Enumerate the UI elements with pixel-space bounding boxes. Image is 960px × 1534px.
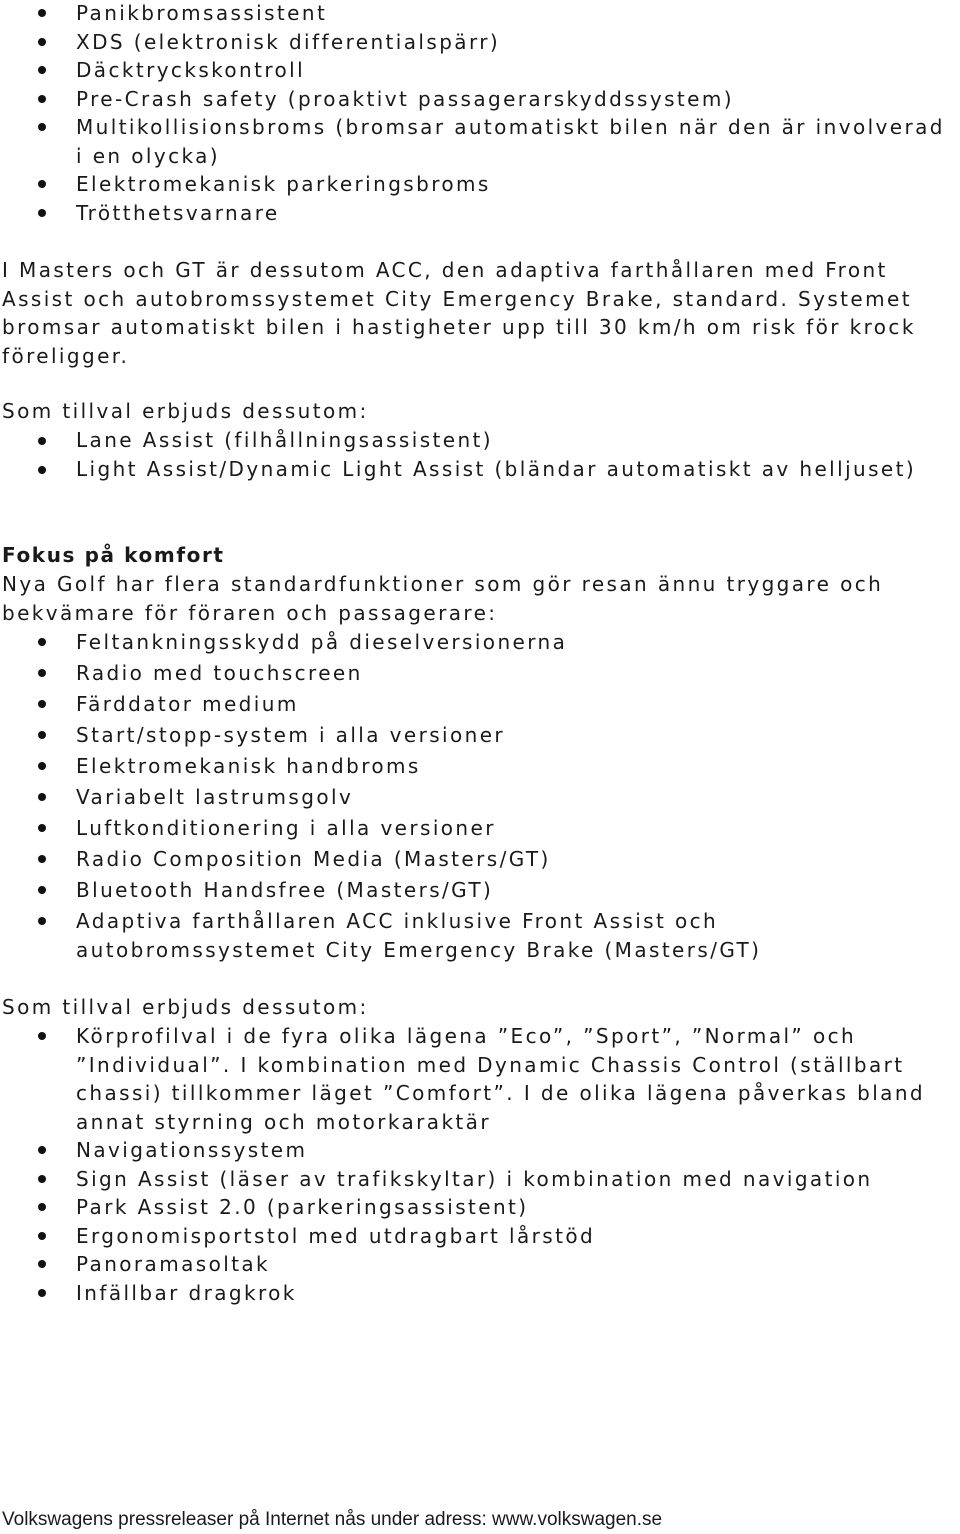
bullet-icon bbox=[38, 669, 46, 677]
list-item-text: Pre-Crash safety (proaktivt passagerarskyddssystem) bbox=[76, 86, 734, 111]
bullet-icon bbox=[38, 95, 46, 103]
list-item-text: Körprofilval i de fyra olika lägena ”Eco”, ”Sport”, ”Normal” och ”Individual”. I kombination med Dynamic Chassis Control (ställbart chassi) tillkommer läget ”Comfort”. I de olika lägena påverkas bland annat styrning och motorkaraktär bbox=[76, 1024, 925, 1134]
list-item bbox=[0, 199, 960, 228]
list-item bbox=[0, 1250, 960, 1279]
bullet-icon bbox=[38, 437, 46, 445]
bullet-icon bbox=[38, 1175, 46, 1183]
list-item-text: Elektromekanisk parkeringsbroms bbox=[76, 172, 491, 196]
list-item-text: Färddator medium bbox=[76, 692, 299, 716]
list-item-text: Sign Assist (läser av trafikskyltar) i kombination med navigation bbox=[76, 1166, 873, 1191]
list-item bbox=[0, 814, 960, 843]
bullet-icon bbox=[38, 180, 46, 188]
list-item bbox=[0, 1165, 960, 1194]
list-item bbox=[0, 455, 960, 484]
bullet-icon bbox=[38, 66, 46, 74]
bullet-icon bbox=[38, 762, 46, 770]
list-item-text: Panikbromsassistent bbox=[76, 1, 328, 25]
list-item bbox=[0, 721, 960, 750]
bullet-icon bbox=[38, 1232, 46, 1240]
list-item-text: Adaptiva farthållaren ACC inklusive Front Assist och autobromssystemet City Emergency Brake (Masters/GT) bbox=[76, 909, 762, 962]
list-item-text: XDS (elektronisk differentialspärr) bbox=[76, 29, 501, 54]
bullet-icon bbox=[38, 731, 46, 739]
bullet-icon bbox=[38, 917, 46, 925]
list-item bbox=[0, 876, 960, 905]
bullet-icon bbox=[38, 855, 46, 863]
list-item bbox=[0, 907, 960, 964]
list-item-text: Light Assist/Dynamic Light Assist (bländar automatiskt av helljuset) bbox=[76, 457, 917, 481]
list-item-text: Lane Assist (filhållningsassistent) bbox=[76, 428, 493, 452]
list-item bbox=[0, 1279, 960, 1308]
list-item bbox=[0, 28, 960, 57]
list-item-text: Park Assist 2.0 (parkeringsassistent) bbox=[76, 1195, 529, 1219]
optional-comfort-list bbox=[0, 1022, 960, 1307]
list-item bbox=[0, 752, 960, 781]
list-item bbox=[0, 1136, 960, 1165]
list-item-text: Multikollisionsbroms (bromsar automatiskt bilen när den är involverad i en olycka) bbox=[76, 115, 945, 168]
list-item bbox=[0, 845, 960, 874]
list-item-text: Bluetooth Handsfree (Masters/GT) bbox=[76, 878, 494, 902]
list-item bbox=[0, 113, 960, 170]
bullet-icon bbox=[38, 824, 46, 832]
list-item bbox=[0, 1193, 960, 1222]
list-item bbox=[0, 170, 960, 199]
bullet-icon bbox=[38, 638, 46, 646]
bullet-icon bbox=[38, 1032, 46, 1040]
page-footer: Volkswagens pressreleaser på Internet nås under adress: www.volkswagen.se bbox=[2, 1509, 663, 1530]
bullet-icon bbox=[38, 793, 46, 801]
optional-safety-list bbox=[0, 426, 960, 484]
section-heading: Fokus på komfort bbox=[2, 543, 225, 567]
list-item-text: Ergonomisportstol med utdragbart lårstöd bbox=[76, 1223, 596, 1248]
bullet-icon bbox=[38, 886, 46, 894]
optional-extras-label: Som tillval erbjuds dessutom: bbox=[2, 399, 369, 423]
list-item bbox=[0, 1222, 960, 1251]
list-item-text: Däcktryckskontroll bbox=[76, 58, 306, 82]
bullet-icon bbox=[38, 9, 46, 17]
list-item-text: Feltankningsskydd på dieselversionerna bbox=[76, 630, 568, 654]
comfort-intro-paragraph: Nya Golf har flera standardfunktioner som gör resan ännu tryggare och bekvämare för föraren och passagerare: bbox=[2, 572, 884, 625]
list-item bbox=[0, 659, 960, 688]
list-item-text: Radio med touchscreen bbox=[76, 661, 363, 685]
list-item-text: Variabelt lastrumsgolv bbox=[76, 785, 354, 809]
bullet-icon bbox=[38, 1203, 46, 1211]
list-item-text: Navigationssystem bbox=[76, 1138, 308, 1162]
list-item-text: Start/stopp-system i alla versioner bbox=[76, 723, 506, 747]
safety-feature-list bbox=[0, 0, 960, 227]
bullet-icon bbox=[38, 1260, 46, 1268]
list-item-text: Infällbar dragkrok bbox=[76, 1280, 297, 1305]
list-item bbox=[0, 85, 960, 114]
list-item bbox=[0, 783, 960, 812]
list-item bbox=[0, 426, 960, 455]
list-item-text: Luftkonditionering i alla versioner bbox=[76, 816, 496, 840]
optional-extras-label: Som tillval erbjuds dessutom: bbox=[2, 995, 369, 1019]
list-item bbox=[0, 628, 960, 657]
bullet-icon bbox=[38, 1146, 46, 1154]
list-item-text: Radio Composition Media (Masters/GT) bbox=[76, 847, 551, 871]
comfort-feature-list bbox=[0, 628, 960, 967]
masters-gt-paragraph: I Masters och GT är dessutom ACC, den adaptiva farthållaren med Front Assist och autobromssystemet City Emergency Brake, standard. Systemet bromsar automatiskt bilen i hastigheter upp till 30 km/h om risk för krock föreligger. bbox=[2, 258, 916, 368]
bullet-icon bbox=[38, 466, 46, 474]
list-item-text: Elektromekanisk handbroms bbox=[76, 754, 421, 778]
bullet-icon bbox=[38, 700, 46, 708]
list-item bbox=[0, 690, 960, 719]
list-item-text: Panoramasoltak bbox=[76, 1252, 271, 1276]
list-item bbox=[0, 0, 960, 28]
list-item-text: Trötthetsvarnare bbox=[76, 200, 280, 225]
bullet-icon bbox=[38, 1289, 46, 1297]
bullet-icon bbox=[38, 38, 46, 46]
list-item bbox=[0, 56, 960, 85]
bullet-icon bbox=[38, 123, 46, 131]
list-item bbox=[0, 1022, 960, 1136]
bullet-icon bbox=[38, 209, 46, 217]
